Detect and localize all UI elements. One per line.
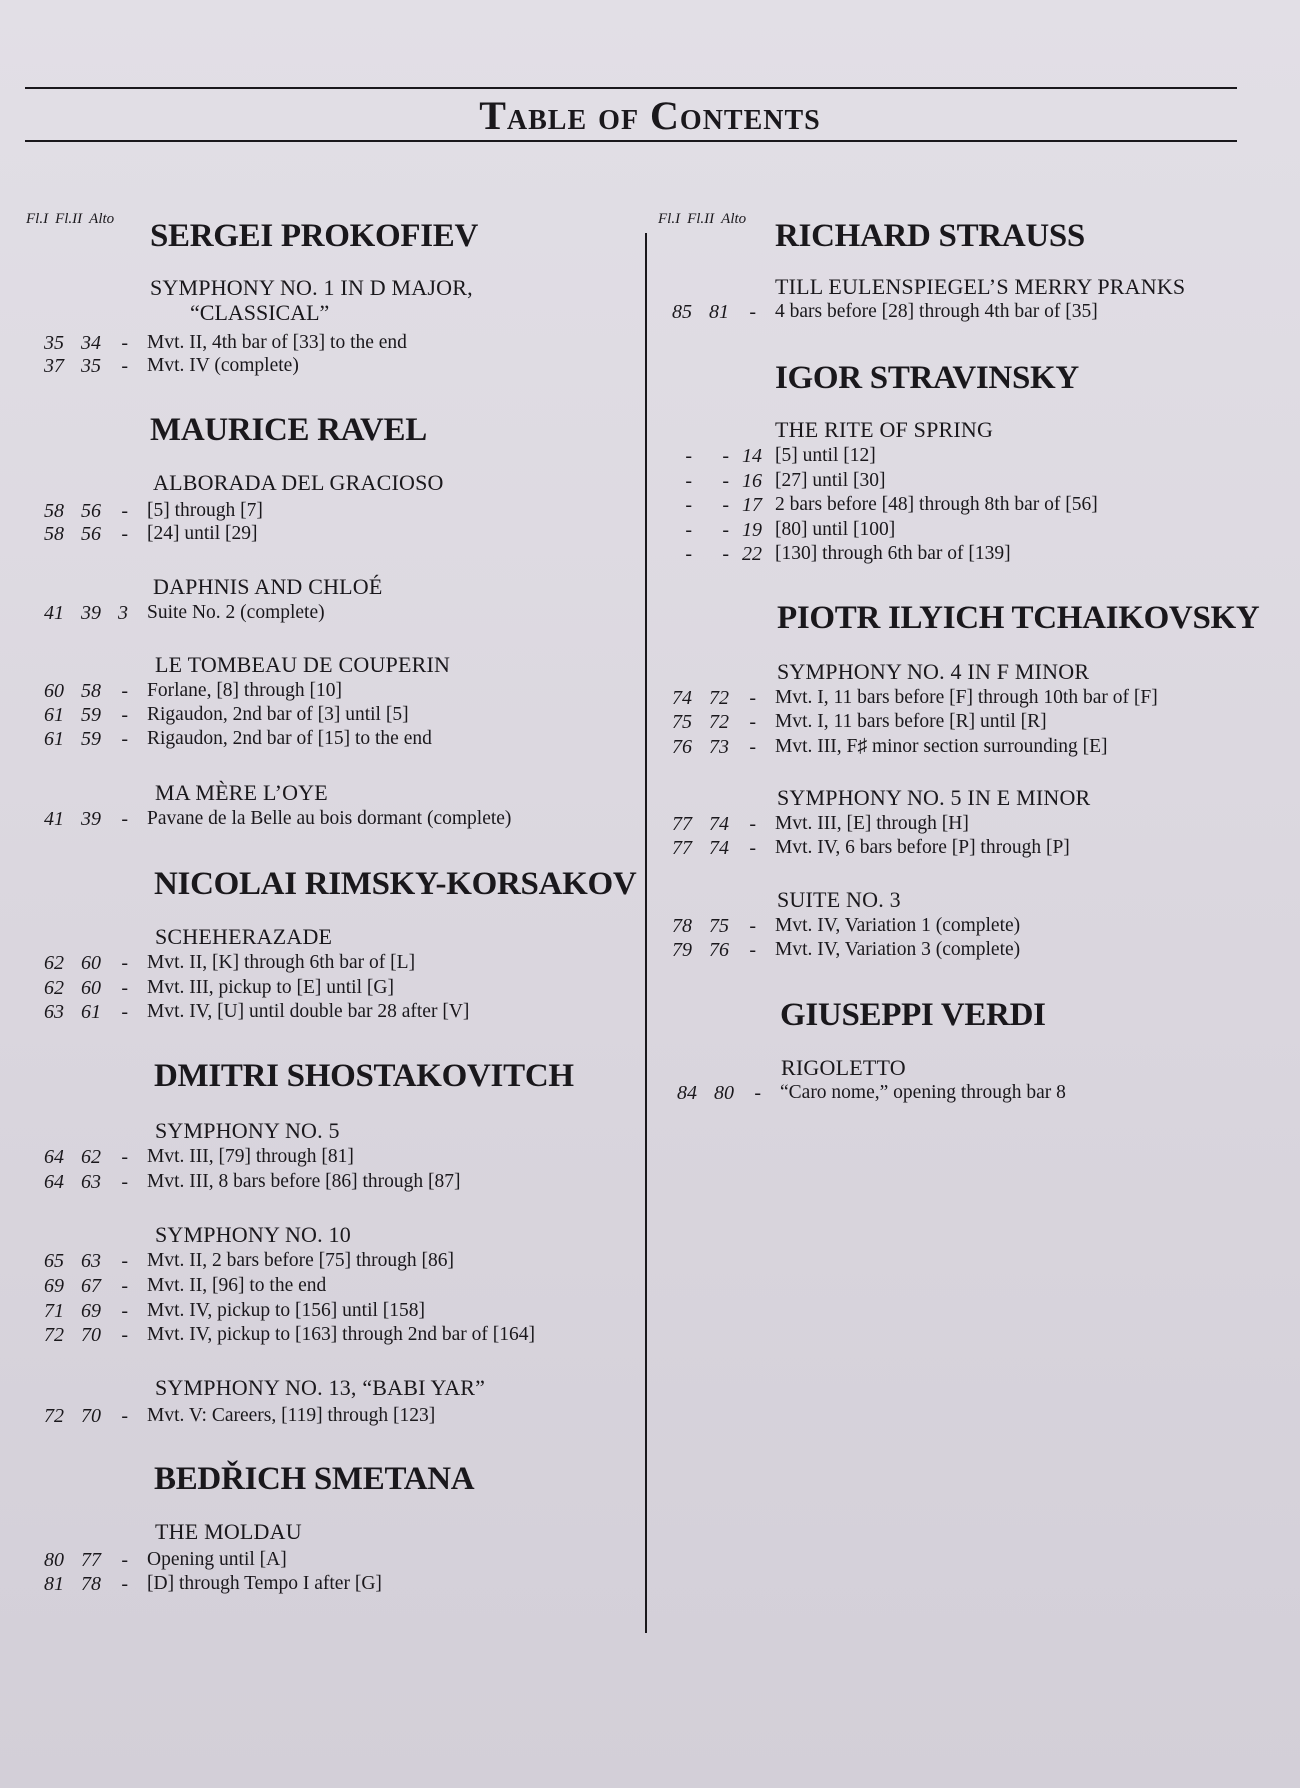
fl1-page: 71 <box>44 1300 64 1322</box>
fl2-page: - <box>722 494 729 516</box>
alto-page: - <box>749 813 756 835</box>
fl1-page: 78 <box>672 915 692 937</box>
excerpt-text: 2 bars before [48] through 8th bar of [56] <box>775 494 1098 515</box>
alto-page: - <box>754 1082 761 1104</box>
composer-name: SERGEI PROKOFIEV <box>150 218 479 254</box>
excerpt-text: Pavane de la Belle au bois dormant (complete) <box>147 808 512 829</box>
fl1-page: - <box>685 543 692 565</box>
column-headers-right <box>658 211 778 228</box>
alto-page: - <box>121 523 128 545</box>
excerpt-text: Mvt. IV, pickup to [163] through 2nd bar of [164] <box>147 1324 535 1345</box>
alto-page: - <box>121 1300 128 1322</box>
excerpt-text: Mvt. V: Careers, [119] through [123] <box>147 1405 436 1426</box>
fl2-page: 76 <box>709 939 729 961</box>
alto-page: 22 <box>742 543 762 565</box>
alto-header: Alto <box>89 211 115 227</box>
excerpt-text: Mvt. IV, pickup to [156] until [158] <box>147 1300 426 1321</box>
fl2-page: 77 <box>81 1549 101 1571</box>
composer-name: BEDŘICH SMETANA <box>154 1461 475 1497</box>
alto-page: - <box>749 837 756 859</box>
fl2-page: 56 <box>81 523 101 545</box>
header-rule-top <box>25 87 1237 89</box>
fl2-page: 59 <box>81 728 101 750</box>
alto-header: Alto <box>721 211 747 227</box>
fl1-page: 63 <box>44 1001 64 1023</box>
excerpt-text: Mvt. IV, Variation 1 (complete) <box>775 915 1021 936</box>
fl1-page: 64 <box>44 1171 64 1193</box>
work-title: SYMPHONY NO. 5 <box>155 1118 340 1143</box>
work-title: SYMPHONY NO. 4 IN F MINOR <box>777 659 1090 684</box>
fl1-page: 85 <box>672 301 692 323</box>
alto-page: - <box>749 939 756 961</box>
column-headers-left <box>26 211 146 228</box>
alto-page: - <box>121 332 128 354</box>
excerpt-text: Suite No. 2 (complete) <box>147 602 325 623</box>
excerpt-text: Opening until [A] <box>147 1549 287 1570</box>
alto-page: - <box>121 728 128 750</box>
fl1-page: 41 <box>44 602 64 624</box>
alto-page: - <box>121 808 128 830</box>
fl1-page: 37 <box>44 355 64 377</box>
fl2-page: 56 <box>81 500 101 522</box>
fl2-page: 63 <box>81 1171 101 1193</box>
composer-name: IGOR STRAVINSKY <box>775 360 1079 396</box>
page-title: Table of Contents <box>479 93 821 138</box>
fl1-page: 79 <box>672 939 692 961</box>
fl2-page: 72 <box>709 687 729 709</box>
fl2-page: 72 <box>709 711 729 733</box>
fl1-page: - <box>685 445 692 467</box>
composer-name: NICOLAI RIMSKY-KORSAKOV <box>154 866 637 902</box>
fl1-page: 41 <box>44 808 64 830</box>
fl2-page: - <box>722 519 729 541</box>
fl1-page: 72 <box>44 1405 64 1427</box>
fl2-page: 39 <box>81 808 101 830</box>
alto-page: - <box>121 1324 128 1346</box>
excerpt-text: [24] until [29] <box>147 523 258 544</box>
fl2-page: 34 <box>81 332 101 354</box>
fl1-page: 62 <box>44 977 64 999</box>
fl1-page: - <box>685 494 692 516</box>
work-title: THE MOLDAU <box>155 1519 302 1544</box>
fl2-page: 60 <box>81 977 101 999</box>
fl1-page: 58 <box>44 500 64 522</box>
work-subtitle: “CLASSICAL” <box>190 300 330 325</box>
alto-page: 14 <box>742 445 762 467</box>
alto-page: - <box>749 915 756 937</box>
composer-name: DMITRI SHOSTAKOVITCH <box>154 1058 574 1094</box>
excerpt-text: Mvt. II, [K] through 6th bar of [L] <box>147 952 416 973</box>
excerpt-text: Mvt. III, F♯ minor section surrounding [E] <box>775 736 1108 757</box>
alto-page: - <box>749 301 756 323</box>
composer-name: RICHARD STRAUSS <box>775 218 1085 254</box>
excerpt-text: Rigaudon, 2nd bar of [3] until [5] <box>147 704 409 725</box>
fl2-header: Fl.II <box>55 211 83 227</box>
excerpt-text: Mvt. II, [96] to the end <box>147 1275 327 1296</box>
fl2-page: 74 <box>709 837 729 859</box>
fl2-page: - <box>722 470 729 492</box>
excerpt-text: Mvt. III, pickup to [E] until [G] <box>147 977 394 998</box>
fl2-header: Fl.II <box>687 211 715 227</box>
excerpt-text: Mvt. IV, Variation 3 (complete) <box>775 939 1021 960</box>
alto-page: 16 <box>742 470 762 492</box>
fl1-page: 84 <box>677 1082 697 1104</box>
fl2-page: 70 <box>81 1324 101 1346</box>
alto-page: - <box>121 1549 128 1571</box>
fl1-page: 77 <box>672 813 692 835</box>
excerpt-text: [5] until [12] <box>775 445 876 466</box>
fl1-page: 64 <box>44 1146 64 1168</box>
work-title: TILL EULENSPIEGEL’S MERRY PRANKS <box>775 274 1186 299</box>
fl2-page: 39 <box>81 602 101 624</box>
fl2-page: 78 <box>81 1573 101 1595</box>
excerpt-text: Mvt. III, [E] through [H] <box>775 813 969 834</box>
fl1-page: 76 <box>672 736 692 758</box>
excerpt-text: Mvt. II, 4th bar of [33] to the end <box>147 332 407 353</box>
fl1-page: 77 <box>672 837 692 859</box>
alto-page: 19 <box>742 519 762 541</box>
alto-page: - <box>749 711 756 733</box>
work-title: SCHEHERAZADE <box>155 924 333 949</box>
header-rule-bottom <box>25 140 1237 142</box>
fl2-page: 81 <box>709 301 729 323</box>
alto-page: - <box>121 680 128 702</box>
excerpt-text: Mvt. I, 11 bars before [R] until [R] <box>775 711 1047 732</box>
work-title: DAPHNIS AND CHLOÉ <box>153 574 383 599</box>
fl1-page: 72 <box>44 1324 64 1346</box>
column-divider <box>645 233 647 1633</box>
work-title: LE TOMBEAU DE COUPERIN <box>155 652 451 677</box>
fl1-header: Fl.I <box>26 211 49 227</box>
excerpt-text: [5] through [7] <box>147 500 263 521</box>
fl1-header: Fl.I <box>658 211 681 227</box>
alto-page: - <box>121 1573 128 1595</box>
work-title: MA MÈRE L’OYE <box>155 780 328 805</box>
fl1-page: 65 <box>44 1250 64 1272</box>
alto-page: 3 <box>118 602 128 624</box>
fl2-page: 60 <box>81 952 101 974</box>
fl2-page: 73 <box>709 736 729 758</box>
work-title: SYMPHONY NO. 10 <box>155 1222 351 1247</box>
alto-page: - <box>121 500 128 522</box>
fl2-page: 75 <box>709 915 729 937</box>
composer-name: GIUSEPPI VERDI <box>780 997 1046 1033</box>
excerpt-text: Mvt. IV, [U] until double bar 28 after [V] <box>147 1001 470 1022</box>
fl1-page: 81 <box>44 1573 64 1595</box>
fl2-page: 70 <box>81 1405 101 1427</box>
alto-page: - <box>121 1275 128 1297</box>
fl2-page: 59 <box>81 704 101 726</box>
alto-page: - <box>121 1250 128 1272</box>
fl2-page: 69 <box>81 1300 101 1322</box>
excerpt-text: Forlane, [8] through [10] <box>147 680 342 701</box>
alto-page: 17 <box>742 494 762 516</box>
alto-page: - <box>749 687 756 709</box>
fl1-page: 60 <box>44 680 64 702</box>
excerpt-text: Mvt. III, 8 bars before [86] through [87] <box>147 1171 461 1192</box>
excerpt-text: [130] through 6th bar of [139] <box>775 543 1011 564</box>
excerpt-text: [80] until [100] <box>775 519 896 540</box>
fl1-page: 69 <box>44 1275 64 1297</box>
fl1-page: 61 <box>44 728 64 750</box>
alto-page: - <box>121 952 128 974</box>
fl2-page: 61 <box>81 1001 101 1023</box>
fl1-page: 61 <box>44 704 64 726</box>
fl2-page: 62 <box>81 1146 101 1168</box>
fl2-page: 80 <box>714 1082 734 1104</box>
alto-page: - <box>121 704 128 726</box>
alto-page: - <box>121 355 128 377</box>
fl1-page: - <box>685 519 692 541</box>
excerpt-text: Mvt. I, 11 bars before [F] through 10th bar of [F] <box>775 687 1158 708</box>
work-title: SYMPHONY NO. 13, “BABI YAR” <box>155 1375 486 1400</box>
excerpt-text: “Caro nome,” opening through bar 8 <box>780 1082 1066 1103</box>
work-title: RIGOLETTO <box>781 1055 906 1080</box>
work-title: SYMPHONY NO. 5 IN E MINOR <box>777 785 1091 810</box>
excerpt-text: [D] through Tempo I after [G] <box>147 1573 382 1594</box>
work-title: ALBORADA DEL GRACIOSO <box>153 470 444 495</box>
fl2-page: 63 <box>81 1250 101 1272</box>
fl1-page: 62 <box>44 952 64 974</box>
fl1-page: 80 <box>44 1549 64 1571</box>
fl1-page: 58 <box>44 523 64 545</box>
alto-page: - <box>121 1146 128 1168</box>
excerpt-text: Mvt. IV, 6 bars before [P] through [P] <box>775 837 1070 858</box>
alto-page: - <box>749 736 756 758</box>
excerpt-text: [27] until [30] <box>775 470 886 491</box>
fl2-page: - <box>722 543 729 565</box>
excerpt-text: Mvt. III, [79] through [81] <box>147 1146 354 1167</box>
fl1-page: 35 <box>44 332 64 354</box>
alto-page: - <box>121 1405 128 1427</box>
fl2-page: 35 <box>81 355 101 377</box>
work-title: SYMPHONY NO. 1 IN D MAJOR, <box>150 275 473 300</box>
alto-page: - <box>121 977 128 999</box>
excerpt-text: Mvt. IV (complete) <box>147 355 299 376</box>
fl1-page: - <box>685 470 692 492</box>
excerpt-text: 4 bars before [28] through 4th bar of [35] <box>775 301 1098 322</box>
excerpt-text: Mvt. II, 2 bars before [75] through [86] <box>147 1250 455 1271</box>
fl2-page: 74 <box>709 813 729 835</box>
excerpt-text: Rigaudon, 2nd bar of [15] to the end <box>147 728 432 749</box>
fl2-page: 58 <box>81 680 101 702</box>
alto-page: - <box>121 1001 128 1023</box>
fl2-page: - <box>722 445 729 467</box>
fl2-page: 67 <box>81 1275 101 1297</box>
fl1-page: 74 <box>672 687 692 709</box>
composer-name: PIOTR ILYICH TCHAIKOVSKY <box>777 600 1260 636</box>
fl1-page: 75 <box>672 711 692 733</box>
work-title: THE RITE OF SPRING <box>775 417 994 442</box>
alto-page: - <box>121 1171 128 1193</box>
composer-name: MAURICE RAVEL <box>150 412 427 448</box>
work-title: SUITE NO. 3 <box>777 887 901 912</box>
